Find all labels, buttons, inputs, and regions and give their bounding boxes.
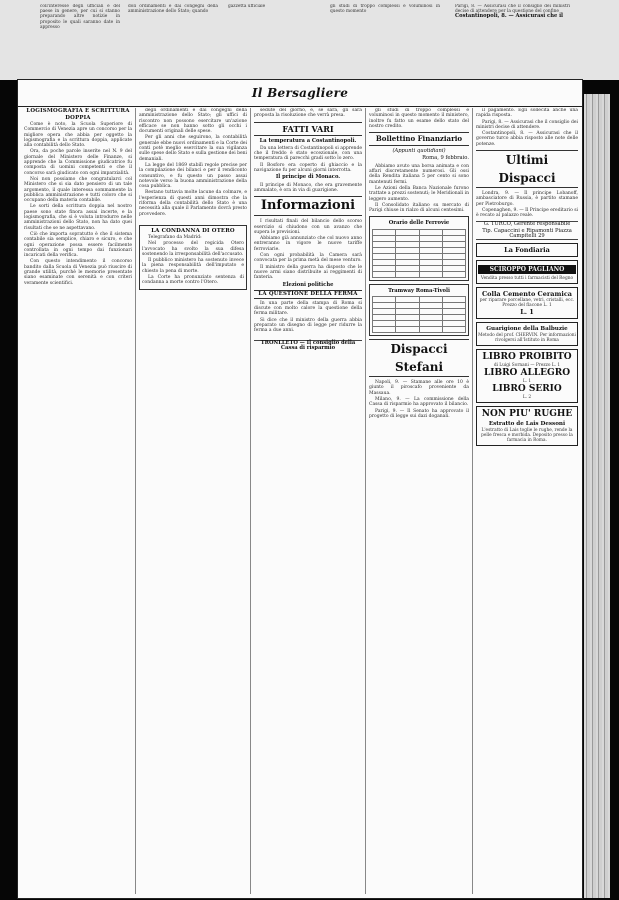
- facing-col-1: coll'interesse degli ufficiali e del paese in genere, per cui si stanno preparando altre notizie in proposito le quali saranno date in appresso: [40, 4, 120, 30]
- column-5: [476, 108, 578, 894]
- rughe-title: NON PIU' RUGHE: [481, 409, 573, 420]
- col2-paragraph: Restano tuttavia molte lacune da colmare, e l'esperienza di questi anni dimostra che la riforma della contabilità dello Stato è una necessità alla quale il Parlamento dovrà presto provvedere.: [139, 190, 247, 217]
- cemento-ad: [476, 287, 578, 319]
- ultimi-dispacci-heading: Ultimi Dispacci: [476, 150, 578, 188]
- sciroppo-title: SCIROPPO PAGLIANO: [478, 265, 576, 274]
- libro-proibito-text: di Luigi Sornani — Prezzo L. 1: [493, 363, 561, 369]
- column-rule: [365, 108, 366, 894]
- newspaper-title: Il Bersagliere: [251, 86, 349, 100]
- orario-ferrovie-table: [372, 229, 466, 278]
- col5-dispatch: Costantinopoli, 8. — Assicurasi che il governo turco abbia risposto alle note delle potenze.: [476, 131, 578, 147]
- col4-paragraph: Le Azioni della Banca Nazionale furono trattate a prezzi sostenuti; le Meridionali in leggero aumento.: [369, 185, 469, 202]
- facing-col-5-text: Parigi, 8. — Assicurasi che il consiglio dei ministri decise di attendere per la questione del confine: [455, 4, 570, 15]
- col1-paragraph: Ciò che importa sopratutto è che il sistema contabile sia semplice, chiaro e sicuro, e che ogni operazione possa essere facilmente controllata in ogni tempo dai funzionari incaricati della verifica.: [24, 231, 132, 259]
- col2-paragraph: degli ordinamenti e dai congegni della amministrazione dello Stato; gli uffici di riscontro non possono esercitare un'azione efficace se non hanno sotto gli occhi i documenti originali delle spese.: [139, 108, 247, 135]
- orario-ferrovie-title: Orario delle Ferrovie: [388, 220, 450, 227]
- tramway-table: [372, 296, 466, 333]
- otero-heading: LA CONDANNA DI OTERO: [151, 227, 235, 234]
- col1-paragraph: Ora, da poche parole inserite nel N. 9 del giornale del Ministero delle Finanze, si apprende che la Commissione giudicatrice fu composta di uomini competenti e che il concorso sarà giudicato con ogni imparzialità.: [24, 149, 132, 176]
- fondiaria-ad: [476, 243, 578, 257]
- otero-paragraph: Il pubblico ministero ha sostenuto invece la piena responsabilità dell'imputato e chiesto la pena di morte.: [142, 258, 244, 274]
- bollettino-heading: Bollettino Finanziario: [369, 132, 469, 146]
- column-rule: [250, 108, 251, 894]
- tramway-title: Tramway Roma-Tivoli: [388, 287, 450, 294]
- newspaper-page: [18, 80, 582, 898]
- stefani-paragraph: Milano, 9. — La commissione della Cassa di risparmio ha approvato il bilancio.: [369, 396, 469, 408]
- gerente-line: G. TURCO, Gerente responsabile: [476, 221, 578, 227]
- column-rule: [472, 108, 473, 894]
- ultimi-paragraph: Londra, 9. — Il principe Lobanoff, ambasciatore di Russia, è partito stamane per Pietroburgo.: [476, 191, 578, 207]
- tipografia-line: Tip. Capaccini e Ripamonti Piazza Campitelli 29: [476, 229, 578, 241]
- stefani-paragraph: Napoli, 9. — Stamane alle ore 10 è giunto il piroscafo proveniente da Massaua.: [369, 380, 469, 396]
- libro-serio-title: LIBRO SERIO: [492, 384, 562, 395]
- col1-paragraph: Le sorti della scrittura doppia nel nostro paese sono state finora assai incerte, e la logismografia, che si è voluta introdurre nelle amministrazioni dello Stato, non ha dato quei risultati che se ne aspettavano.: [24, 204, 132, 231]
- col1-heading: LOGISMOGRAFIA E SCRITTURA DOPPIA: [26, 108, 130, 121]
- ultimi-paragraph: Copenaghen, 9. — Il Principe ereditario si è recato al palazzo reale.: [476, 207, 578, 219]
- col5-top-text: il pagamento. Egli sollecita anche una rapida risposta.: [476, 108, 578, 119]
- bollettino-dateline: Roma, 9 febbraio.: [422, 155, 469, 162]
- cemento-text: per riparare porcellane, vetri, cristalli, ecc. Prezzo del flacone L. 1: [479, 298, 575, 309]
- dispacci-stefani-heading: Dispacci Stefani: [369, 339, 469, 377]
- col4-paragraph: Il Consolidato italiano su mercato di Parigi chiuse in rialzo di alcuni centesimi.: [369, 202, 469, 214]
- col3-subheading: Il principe di Monaco.: [275, 174, 341, 181]
- col5-dispatch: Parigi, 8. — Assicurasi che il consiglio dei ministri decise di attendere.: [476, 119, 578, 130]
- rughe-subtitle: Estratto de Lais Dessoni: [488, 421, 566, 428]
- col1-paragraph: Come è noto, la Scuola Superiore di Commercio di Venezia apre un concorso per la migliore opera che abbia per oggetto la logismografia e la scrittura doppia, applicate alla contabilità dello Stato.: [24, 122, 132, 149]
- col3-top-text: sedute del giorno, e, se sarà, gli sarà proposta la risoluzione che verrà presa.: [254, 108, 362, 119]
- col3-paragraph: Da una lettera di Costantinopoli si apprende che il freddo è stato eccezionale, con una temperatura di parecchi gradi sotto lo zero.: [254, 145, 362, 162]
- stefani-paragraph: Parigi, 9. — Il Senato ha approvato il progetto di legge sui dazi doganali.: [369, 408, 469, 419]
- libro-serio-price: L. 2: [522, 395, 532, 401]
- otero-article-box: [139, 225, 247, 290]
- bollettino-subheading: (Appunti quotidiani): [392, 148, 446, 155]
- column-rule: [135, 108, 136, 894]
- ferma-paragraph: In una parte della stampa di Roma si discute con molto calore la questione della ferma militare.: [254, 300, 362, 317]
- facing-col-5-bold: Costantinopoli, 8. — Assicurasi che il: [455, 13, 564, 20]
- otero-paragraph: Nel processo del regicida Otero l'avvocato ha svolto la sua difesa sostenendo la irresponsabilità dell'accusato.: [142, 241, 244, 257]
- column-2: [139, 108, 247, 894]
- ferma-paragraph: Si dice che il ministro della guerra abbia preparato un disegno di legge per ridurre la ferma a due anni.: [254, 317, 362, 334]
- fondiaria-title: La Fondiaria: [504, 246, 550, 255]
- sciroppo-ad: [476, 260, 578, 284]
- rughe-text: L'estratto di Lais toglie le rughe, rende la pelle fresca e morbida. Deposito presso la farmacia in Roma.: [481, 428, 573, 444]
- col3-paragraph: Il Bosforo era coperto di ghiaccio e la navigazione fu per alcuni giorni interrotta.: [254, 162, 362, 174]
- informazioni-heading: Informazioni: [254, 196, 362, 216]
- info-paragraph: I risultati finali del bilancio dello scorso esercizio si chiudono con un avanzo che supera le previsioni.: [254, 219, 362, 235]
- page-stack-edge: [584, 94, 610, 898]
- facing-col-2: doli ordinamenti e dai congegni della amministrazione dello Stato; quando: [128, 4, 218, 15]
- cemento-title: Colla Cemento Ceramica: [481, 290, 573, 299]
- otero-paragraph: Telegrafano da Madrid:: [148, 234, 202, 240]
- facing-col-5: [455, 4, 570, 76]
- column-3: [254, 108, 362, 894]
- col3-subheading: La temperatura a Costantinopoli.: [259, 137, 357, 144]
- col4-top-text: gli studi di troppo complessi e voluminosi in questo momento il ministero, inoltre fu fatto un esame dello stato del nostro credito.: [369, 108, 469, 129]
- col1-paragraph: Noi non possiamo che congratularci col Ministero che si sia dato pensiero di un tale argomento, il quale interessa sommamente la pubblica amministrazione e tutti coloro che si occupano della materia contabile.: [24, 176, 132, 204]
- col3-paragraph: Il principe di Monaco, che era gravemente ammalato, è ora in via di guarigione.: [254, 182, 362, 193]
- facing-page-fragment: [0, 0, 619, 80]
- orario-ferrovie-box: [369, 216, 469, 280]
- col2-paragraph: La legge del 1869 stabilì regole precise per la compilazione dei bilanci e per il rendiconto consuntivo, e fu questo un passo assai notevole verso la buona amministrazione della cosa pubblica.: [139, 162, 247, 190]
- balbuzie-ad: [476, 322, 578, 346]
- fatti-vari-heading: FATTI VARI: [254, 122, 362, 136]
- col1-paragraph: Con questo intendimento il concorso bandito dalla Scuola di Venezia può riuscire di grande utilità, purchè le memorie presentate siano esaminate con serenità e con criteri veramente scientifici.: [24, 259, 132, 286]
- libro-allegro-title: LIBRO ALLEGRO: [483, 368, 571, 379]
- ferma-heading: LA QUESTIONE DELLA FERMA: [254, 290, 362, 299]
- col3-footer: TRONLLETO — Il consiglio della Cassa di risparmio: [254, 340, 362, 352]
- cemento-price: L. 1: [520, 308, 534, 317]
- rughe-ad: [476, 406, 578, 446]
- tramway-box: [369, 284, 469, 336]
- info-paragraph: Il ministro della guerra ha disposto che le nuove armi siano distribuite ai reggimenti di fanteria.: [254, 264, 362, 281]
- facing-col-4: gli studi di troppo complessi e voluminosi in questo momento: [330, 4, 440, 15]
- column-1: [24, 108, 132, 894]
- info-paragraph: Abbiamo già annunziato che col nuovo anno entreranno in vigore le nuove tariffe ferroviarie.: [254, 236, 362, 252]
- balbuzie-text: Metodo del prof. CHERVIN. Per informazioni rivolgersi all'Istituto in Roma: [478, 333, 576, 344]
- sciroppo-text: Vendita presso tutti i farmacisti del Regno: [480, 276, 574, 282]
- libro-allegro-price: L. 1: [522, 379, 532, 385]
- libri-ad: [476, 349, 578, 403]
- facing-col-3: gazzetta ufficiale: [228, 4, 266, 9]
- elezioni-subheading: Elezioni politiche: [282, 281, 334, 288]
- col2-paragraph: Per gli anni che seguirono, la contabilità generale ebbe nuovi ordinamenti e la Corte dei conti potè meglio esercitare la sua vigilanza sulle spese dello Stato e sulla gestione dei beni demaniali.: [139, 135, 247, 162]
- masthead: [18, 80, 582, 107]
- info-paragraph: Con ogni probabilità la Camera sarà convocata per la prima metà del mese venturo.: [254, 253, 362, 264]
- col4-paragraph: Abbiamo avuto una borsa animata e con affari discretamente numerosi. Gli ossi della Rendita italiana 5 per cento si sono mantenuti fermi.: [369, 163, 469, 185]
- balbuzie-title: Guarigione della Balbuzie: [486, 326, 568, 333]
- libro-proibito-title: LIBRO PROIBITO: [482, 352, 572, 363]
- otero-paragraph: La Corte ha pronunziato sentenza di condanna a morte contro l'Otero.: [142, 275, 244, 286]
- column-4: [369, 108, 469, 894]
